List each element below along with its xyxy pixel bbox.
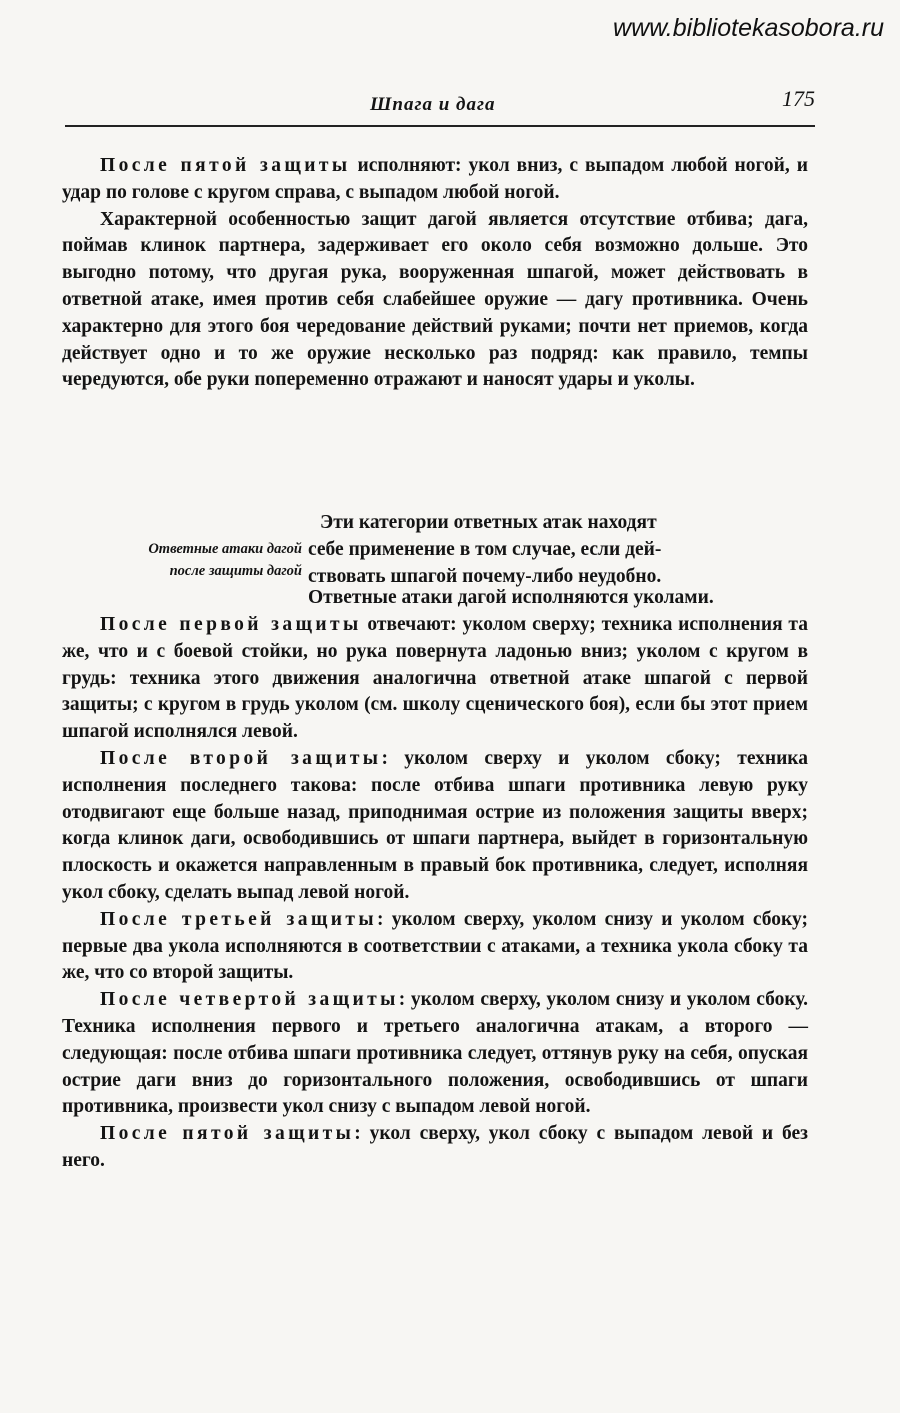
paragraph [62,153,808,207]
paragraph [62,1121,808,1175]
paragraph [62,907,808,987]
text-block-bottom [62,612,808,1175]
paragraph-text: : уколом сверху и уколом сбоку; техника исполнения последнего такова: после отбива шпаги противника левую руку отодвигают еще больше назад, приподнимая острие из положения защиты вверх; когда клинок даги, освободившись от шпаги партнера, выйдет в горизонтальную плоскость и окажется направленным в правый бок противника, следует, исполняя укол сбоку, сделать выпад левой ногой. [62,747,808,903]
side-paragraph-line: Эти категории ответных атак находят [320,512,657,533]
paragraph [62,746,808,907]
header-rule [65,125,815,127]
margin-note-line: Ответные атаки дагой [148,541,302,557]
site-watermark: www.bibliotekasobora.ru [613,14,884,42]
paragraph-lead: После четвертой защиты [100,989,399,1011]
page-header [95,86,815,122]
side-paragraph-line: себе применение в том случае, если дей- [308,538,662,560]
running-title: Шпага и дага [370,94,496,115]
paragraph-text: отвечают: уколом сверху; техника исполнения та же, что и с боевой стойки, но рука повернута ладонью вниз; уколом с кругом в грудь: техника этого движения аналогична ответной атаке шпагой с первой защиты; с кругом в грудь уколом (см. школу сценического боя), если бы этот прием шпагой исполнялся левой. [62,614,809,743]
paragraph [62,207,808,395]
paragraph-text: исполняют: укол вниз, с выпадом любой ногой, и удар по голове с кругом справа, с выпадом любой ногой. [62,155,808,203]
paragraph [62,987,808,1121]
margin-note-line: после защиты дагой [169,563,302,579]
text-block-top [62,153,808,394]
paragraph-lead: После первой защиты [100,614,362,635]
page-number: 175 [782,86,815,111]
paragraph-lead: После третьей защиты [100,908,377,930]
paragraph-text: : уколом сверху, уколом снизу и уколом сбоку. Техника исполнения первого и третьего аналогична атакам, а второго — следующая: после отбива шпаги противника следует, оттянув руку на себя, опуская острие даги вниз до горизонтального положения, освободившись от шпаги противника, произвести укол снизу с выпадом левой ногой. [62,989,808,1118]
margin-note [62,538,302,582]
paragraph-lead: После пятой защиты [100,1123,355,1145]
paragraph-text: Характерной особенностью защит дагой является отсутствие отбива; дага, поймав клинок партнера, задерживает его около себя возможно дольше. Это выгодно потому, что другая рука, вооруженная шпагой, может действовать в ответной атаке, имея против себя слабейшее оружие — дагу противника. Очень характерно для этого боя чередование действий руками; почти нет приемов, когда действует одно и то же оружие несколько раз подряд: как правило, темпы чередуются, обе руки попеременно отражают и наносят удары и уколы. [62,208,808,391]
side-paragraph-line: ствовать шпагой почему-либо неудобно. [308,565,662,587]
side-paragraph [308,510,808,590]
side-paragraph-line: Ответные атаки дагой исполняются уколами. [308,587,714,608]
paragraph-text: : укол сверху, укол сбоку с выпадом левой и без него. [62,1123,808,1171]
paragraph-lead: После пятой защиты [100,155,351,176]
paragraph-lead: После второй защиты [100,747,382,769]
paragraph-text: : уколом сверху, уколом снизу и уколом сбоку; первые два укола исполняются в соответствии с атаками, а техника укола сбоку та же, что со второй защиты. [62,908,808,984]
paragraph [62,612,808,746]
